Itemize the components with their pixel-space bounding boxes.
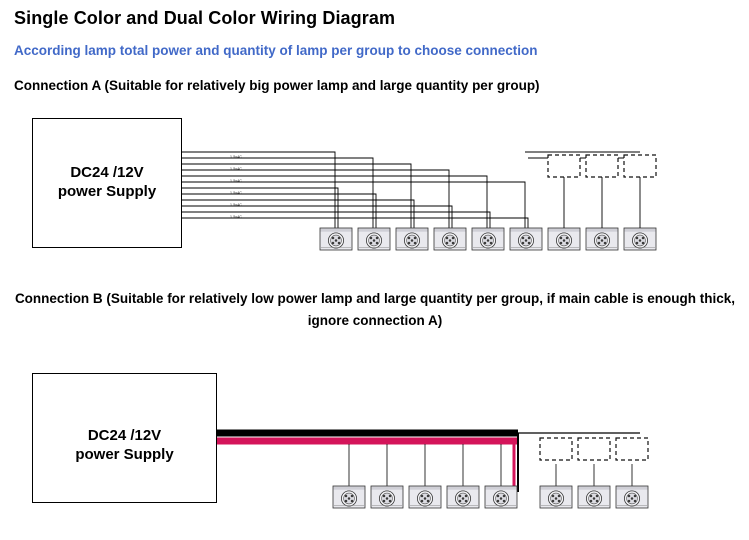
lamp-fixture [434, 228, 466, 250]
power-supply-box-a [32, 118, 182, 248]
lamp-fixture [447, 486, 479, 508]
power-supply-b-line2: power Supply [75, 446, 174, 463]
lamp-row-a [320, 228, 656, 250]
lamp-fixture [485, 486, 517, 508]
lamp-fixture [586, 228, 618, 250]
lamp-fixture [578, 486, 610, 508]
dashed-lamp-placeholder [548, 155, 580, 177]
dashed-lamp-placeholder [578, 438, 610, 460]
connection-b-caption: Connection B (Suitable for relatively low power lamp and large quantity per group, if main cable is enough thick, ignore connection A) [14, 291, 736, 328]
connection-b-drops [349, 444, 632, 488]
lamp-fixture [540, 486, 572, 508]
lamp-fixture [371, 486, 403, 508]
lamp-fixture [472, 228, 504, 250]
lamp-fixture [320, 228, 352, 250]
lamp-fixture [333, 486, 365, 508]
wire-gauge-label: 1.5x4C [230, 215, 242, 219]
dashed-placeholders-b [540, 438, 648, 460]
power-supply-a-line1: DC24 /12V [70, 164, 144, 181]
lamp-fixture [396, 228, 428, 250]
connection-a-wires [182, 152, 640, 230]
wire-gauge-label: 1.5x4C [230, 179, 242, 183]
dashed-lamp-placeholder [624, 155, 656, 177]
lamp-fixture [358, 228, 390, 250]
wire-gauge-label: 1.5x4C [230, 167, 242, 171]
lamp-fixture [616, 486, 648, 508]
dashed-placeholders-a [548, 155, 656, 177]
wire-gauge-label: 1.5x4C [230, 203, 242, 207]
lamp-fixture [624, 228, 656, 250]
page-title: Single Color and Dual Color Wiring Diagram [14, 8, 396, 28]
lamp-fixture [548, 228, 580, 250]
lamp-row-b [333, 486, 648, 508]
connection-a-caption: Connection A (Suitable for relatively big power lamp and large quantity per group) [14, 78, 540, 93]
lamp-fixture [409, 486, 441, 508]
wire-gauge-label: 1.5x4C [230, 191, 242, 195]
dashed-lamp-placeholder [616, 438, 648, 460]
page-subtitle: According lamp total power and quantity of lamp per group to choose connection [14, 43, 538, 58]
wire-gauge-label: 1.5x4C [230, 155, 242, 159]
power-supply-b-line1: DC24 /12V [87, 427, 162, 444]
connection-b-bus [217, 433, 640, 492]
dashed-lamp-placeholder [586, 155, 618, 177]
power-supply-box-b [32, 373, 217, 503]
lamp-fixture [510, 228, 542, 250]
power-supply-a-line2: power Supply [57, 183, 157, 200]
dashed-lamp-placeholder [540, 438, 572, 460]
